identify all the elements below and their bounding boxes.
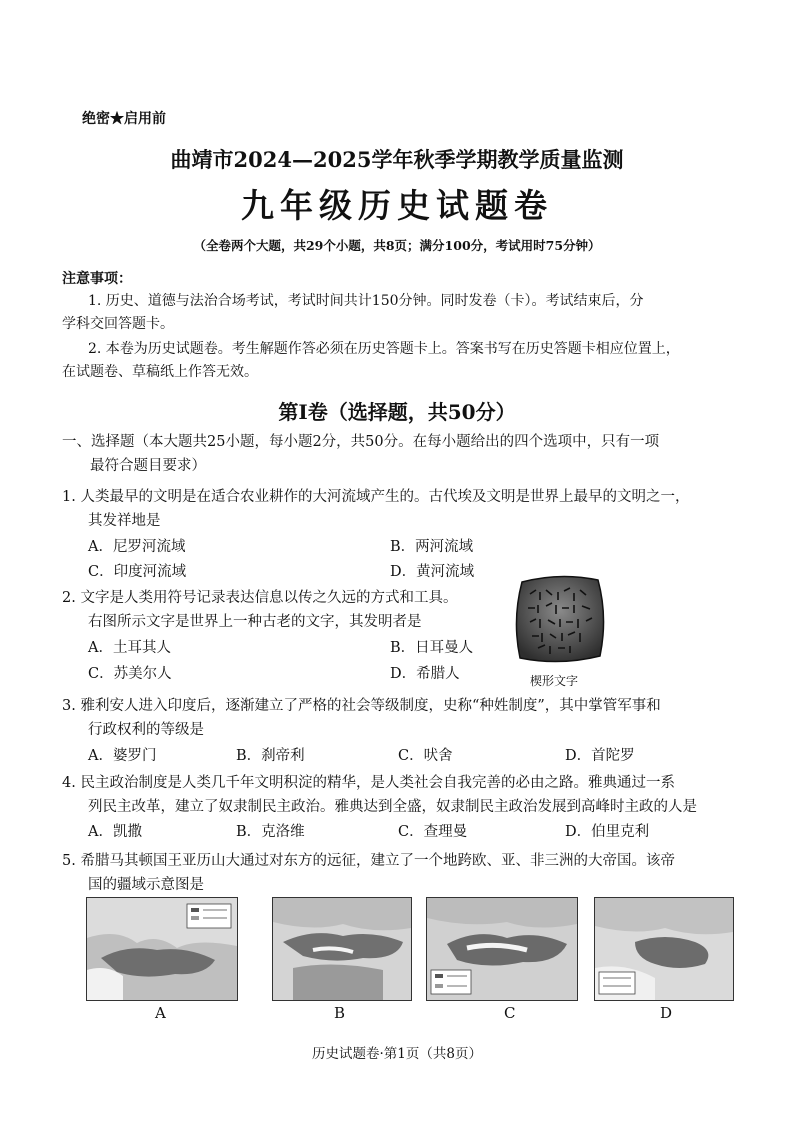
question-1-stem-line1: 1. 人类最早的文明是在适合农业耕作的大河流域产生的。古代埃及文明是世界上最早的文明之一，: [62, 489, 690, 505]
map-option-a-image: [86, 897, 238, 1001]
map-option-b-image: [272, 897, 412, 1001]
map-label-a: A: [155, 1004, 166, 1022]
map-option-d-image: [594, 897, 734, 1001]
question-5-stem-line1: 5. 希腊马其顿国王亚历山大通过对东方的远征，建立了一个地跨欧、亚、非三洲的大帝国。该帝: [62, 853, 675, 869]
question-1-option-d: D．黄河流域: [390, 564, 475, 580]
note-item-1-line1: 1. 历史、道德与法治合场考试，考试时间共计150分钟。同时发卷（卡）。考试结束后，分: [88, 293, 644, 309]
question-3-option-d: D．首陀罗: [565, 748, 635, 764]
question-2-option-a: A．土耳其人: [88, 640, 171, 656]
secret-label: 绝密★启用前: [82, 111, 166, 127]
section-intro-line2: 最符合题目要求）: [90, 458, 206, 474]
cuneiform-tablet-image: [510, 572, 610, 666]
section-heading: 第Ⅰ卷（选择题，共50分）: [278, 400, 516, 424]
note-item-2-line1: 2. 本卷为历史试题卷。考生解题作答必须在历史答题卡上。答案书写在历史答题卡相应位置上，: [88, 341, 680, 357]
question-3-option-c: C．吠舍: [398, 748, 453, 764]
section-intro-line1: 一、选择题（本大题共25小题，每小题2分，共50分。在每小题给出的四个选项中，只有一项: [62, 434, 660, 450]
cuneiform-caption: 楔形文字: [530, 674, 579, 688]
question-3-option-a: A．婆罗门: [88, 748, 157, 764]
question-2-option-c: C．苏美尔人: [88, 666, 172, 682]
page-footer: 历史试题卷·第1页（共8页）: [312, 1046, 482, 1062]
question-1-option-c: C．印度河流域: [88, 564, 187, 580]
map-option-c-image: [426, 897, 578, 1001]
question-2-option-d: D．希腊人: [390, 666, 460, 682]
question-4-option-c: C．查理曼: [398, 824, 468, 840]
question-2-stem-line1: 2. 文字是人类用符号记录表达信息以传之久远的方式和工具。: [62, 590, 458, 606]
question-2-option-b: B．日耳曼人: [390, 640, 474, 656]
question-2-stem-line2: 右图所示文字是世界上一种古老的文字，其发明者是: [88, 614, 422, 630]
question-1-option-b: B．两河流域: [390, 539, 474, 555]
question-3-stem-line1: 3. 雅利安人进入印度后，逐渐建立了严格的社会等级制度，史称“种姓制度”，其中掌管军事和: [62, 698, 661, 714]
map-label-d: D: [660, 1004, 673, 1022]
question-1-option-a: A．尼罗河流域: [88, 539, 186, 555]
question-4-option-a: A．凯撒: [88, 824, 142, 840]
question-3-stem-line2: 行政权利的等级是: [88, 722, 204, 738]
note-item-2-line2: 在试题卷、草稿纸上作答无效。: [62, 364, 258, 380]
exam-title-line1: 曲靖市2024—2025学年秋季学期教学质量监测: [170, 147, 624, 172]
question-4-option-b: B．克洛维: [236, 824, 305, 840]
question-4-stem-line1: 4. 民主政治制度是人类几千年文明积淀的精华，是人类社会自我完善的必由之路。雅典通过一系: [62, 775, 675, 791]
question-5-stem-line2: 国的疆域示意图是: [88, 877, 204, 893]
exam-title-main: 九年级历史试题卷: [241, 186, 553, 225]
map-label-b: B: [334, 1004, 346, 1022]
question-1-stem-line2: 其发祥地是: [88, 513, 161, 529]
note-item-1-line2: 学科交回答题卡。: [62, 316, 174, 332]
notes-heading: 注意事项：: [62, 271, 132, 287]
question-4-option-d: D．伯里克利: [565, 824, 650, 840]
map-label-c: C: [504, 1004, 516, 1022]
question-4-stem-line2: 列民主改革，建立了奴隶制民主政治。雅典达到全盛，奴隶制民主政治发展到高峰时主政的人是: [88, 799, 697, 815]
question-3-option-b: B．刹帝利: [236, 748, 305, 764]
exam-subtitle: （全卷两个大题，共29个小题，共8页；满分100分，考试用时75分钟）: [193, 238, 601, 253]
